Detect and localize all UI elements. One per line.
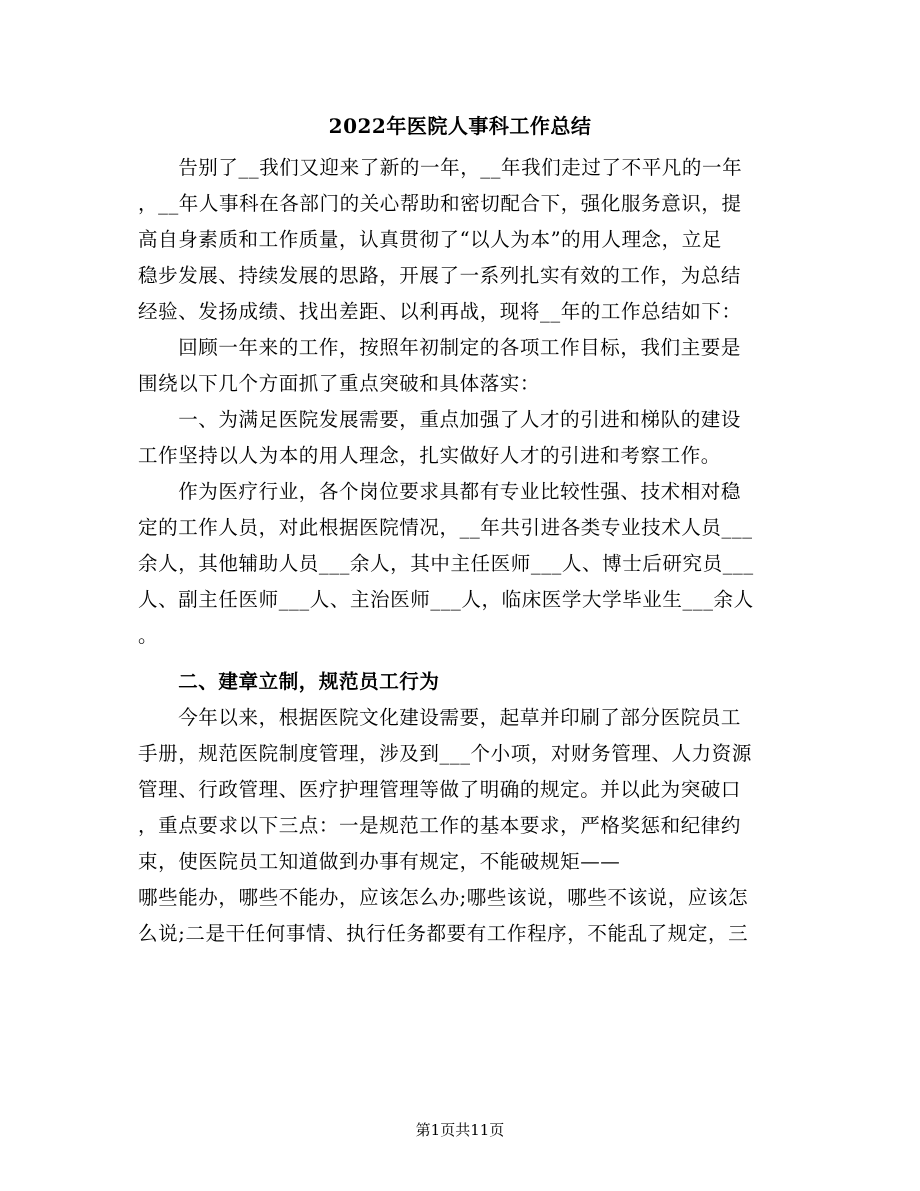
text-line: 经验、发扬成绩、找出差距、以利再战，现将__年的工作总结如下： bbox=[138, 300, 742, 323]
section-heading: 二、建章立制，规范员工行为 bbox=[138, 670, 440, 693]
text-line: 定的工作人员，对此根据医院情况，__年共引进各类专业技术人员___ bbox=[138, 516, 753, 539]
text-line: 哪些能办，哪些不能办，应该怎么办;哪些该说，哪些不该说，应该怎 bbox=[138, 886, 749, 909]
text-line: 束，使医院员工知道做到办事有规定，不能破规矩—— bbox=[138, 850, 621, 873]
text-line: 围绕以下几个方面抓了重点突破和具体落实： bbox=[138, 372, 541, 395]
text-line: ，__年人事科在各部门的关心帮助和密切配合下，强化服务意识，提 bbox=[138, 192, 742, 215]
text-line: 人、副主任医师___人、主治医师___人，临床医学大学毕业生___余人 bbox=[138, 588, 754, 611]
text-line: 手册，规范医院制度管理，涉及到___个小项，对财务管理、人力资源 bbox=[138, 742, 752, 765]
text-line: 稳步发展、持续发展的思路，开展了一系列扎实有效的工作，为总结 bbox=[138, 264, 742, 287]
text-line: ，重点要求以下三点：一是规范工作的基本要求，严格奖惩和纪律约 bbox=[138, 814, 742, 837]
text-line: 工作坚持以人为本的用人理念，扎实做好人才的引进和考察工作。 bbox=[138, 444, 721, 467]
text-line: 高自身素质和工作质量，认真贯彻了“以人为本”的用人理念，立足 bbox=[138, 228, 722, 251]
text-line: 回顾一年来的工作，按照年初制定的各项工作目标，我们主要是 bbox=[138, 336, 742, 359]
text-line: 一、为满足医院发展需要，重点加强了人才的引进和梯队的建设 bbox=[138, 408, 742, 431]
text-line: 么说;二是干任何事情、执行任务都要有工作程序，不能乱了规定，三 bbox=[138, 922, 749, 945]
document-title: 2022年医院人事科工作总结 bbox=[328, 114, 592, 138]
text-line: 作为医疗行业，各个岗位要求具都有专业比较性强、技术相对稳 bbox=[138, 480, 742, 503]
section-gap bbox=[138, 654, 778, 664]
text-line: 管理、行政管理、医疗护理管理等做了明确的规定。并以此为突破口 bbox=[138, 778, 742, 801]
text-line: 今年以来，根据医院文化建设需要，起草并印刷了部分医院员工 bbox=[138, 706, 742, 729]
text-line: 余人，其他辅助人员___余人，其中主任医师___人、博士后研究员___ bbox=[138, 552, 754, 575]
document-body bbox=[138, 150, 778, 952]
page-footer: 第1页共11页 bbox=[415, 1121, 505, 1139]
text-line: 。 bbox=[138, 624, 159, 647]
text-line: 告别了__我们又迎来了新的一年，__年我们走过了不平凡的一年 bbox=[138, 156, 743, 179]
